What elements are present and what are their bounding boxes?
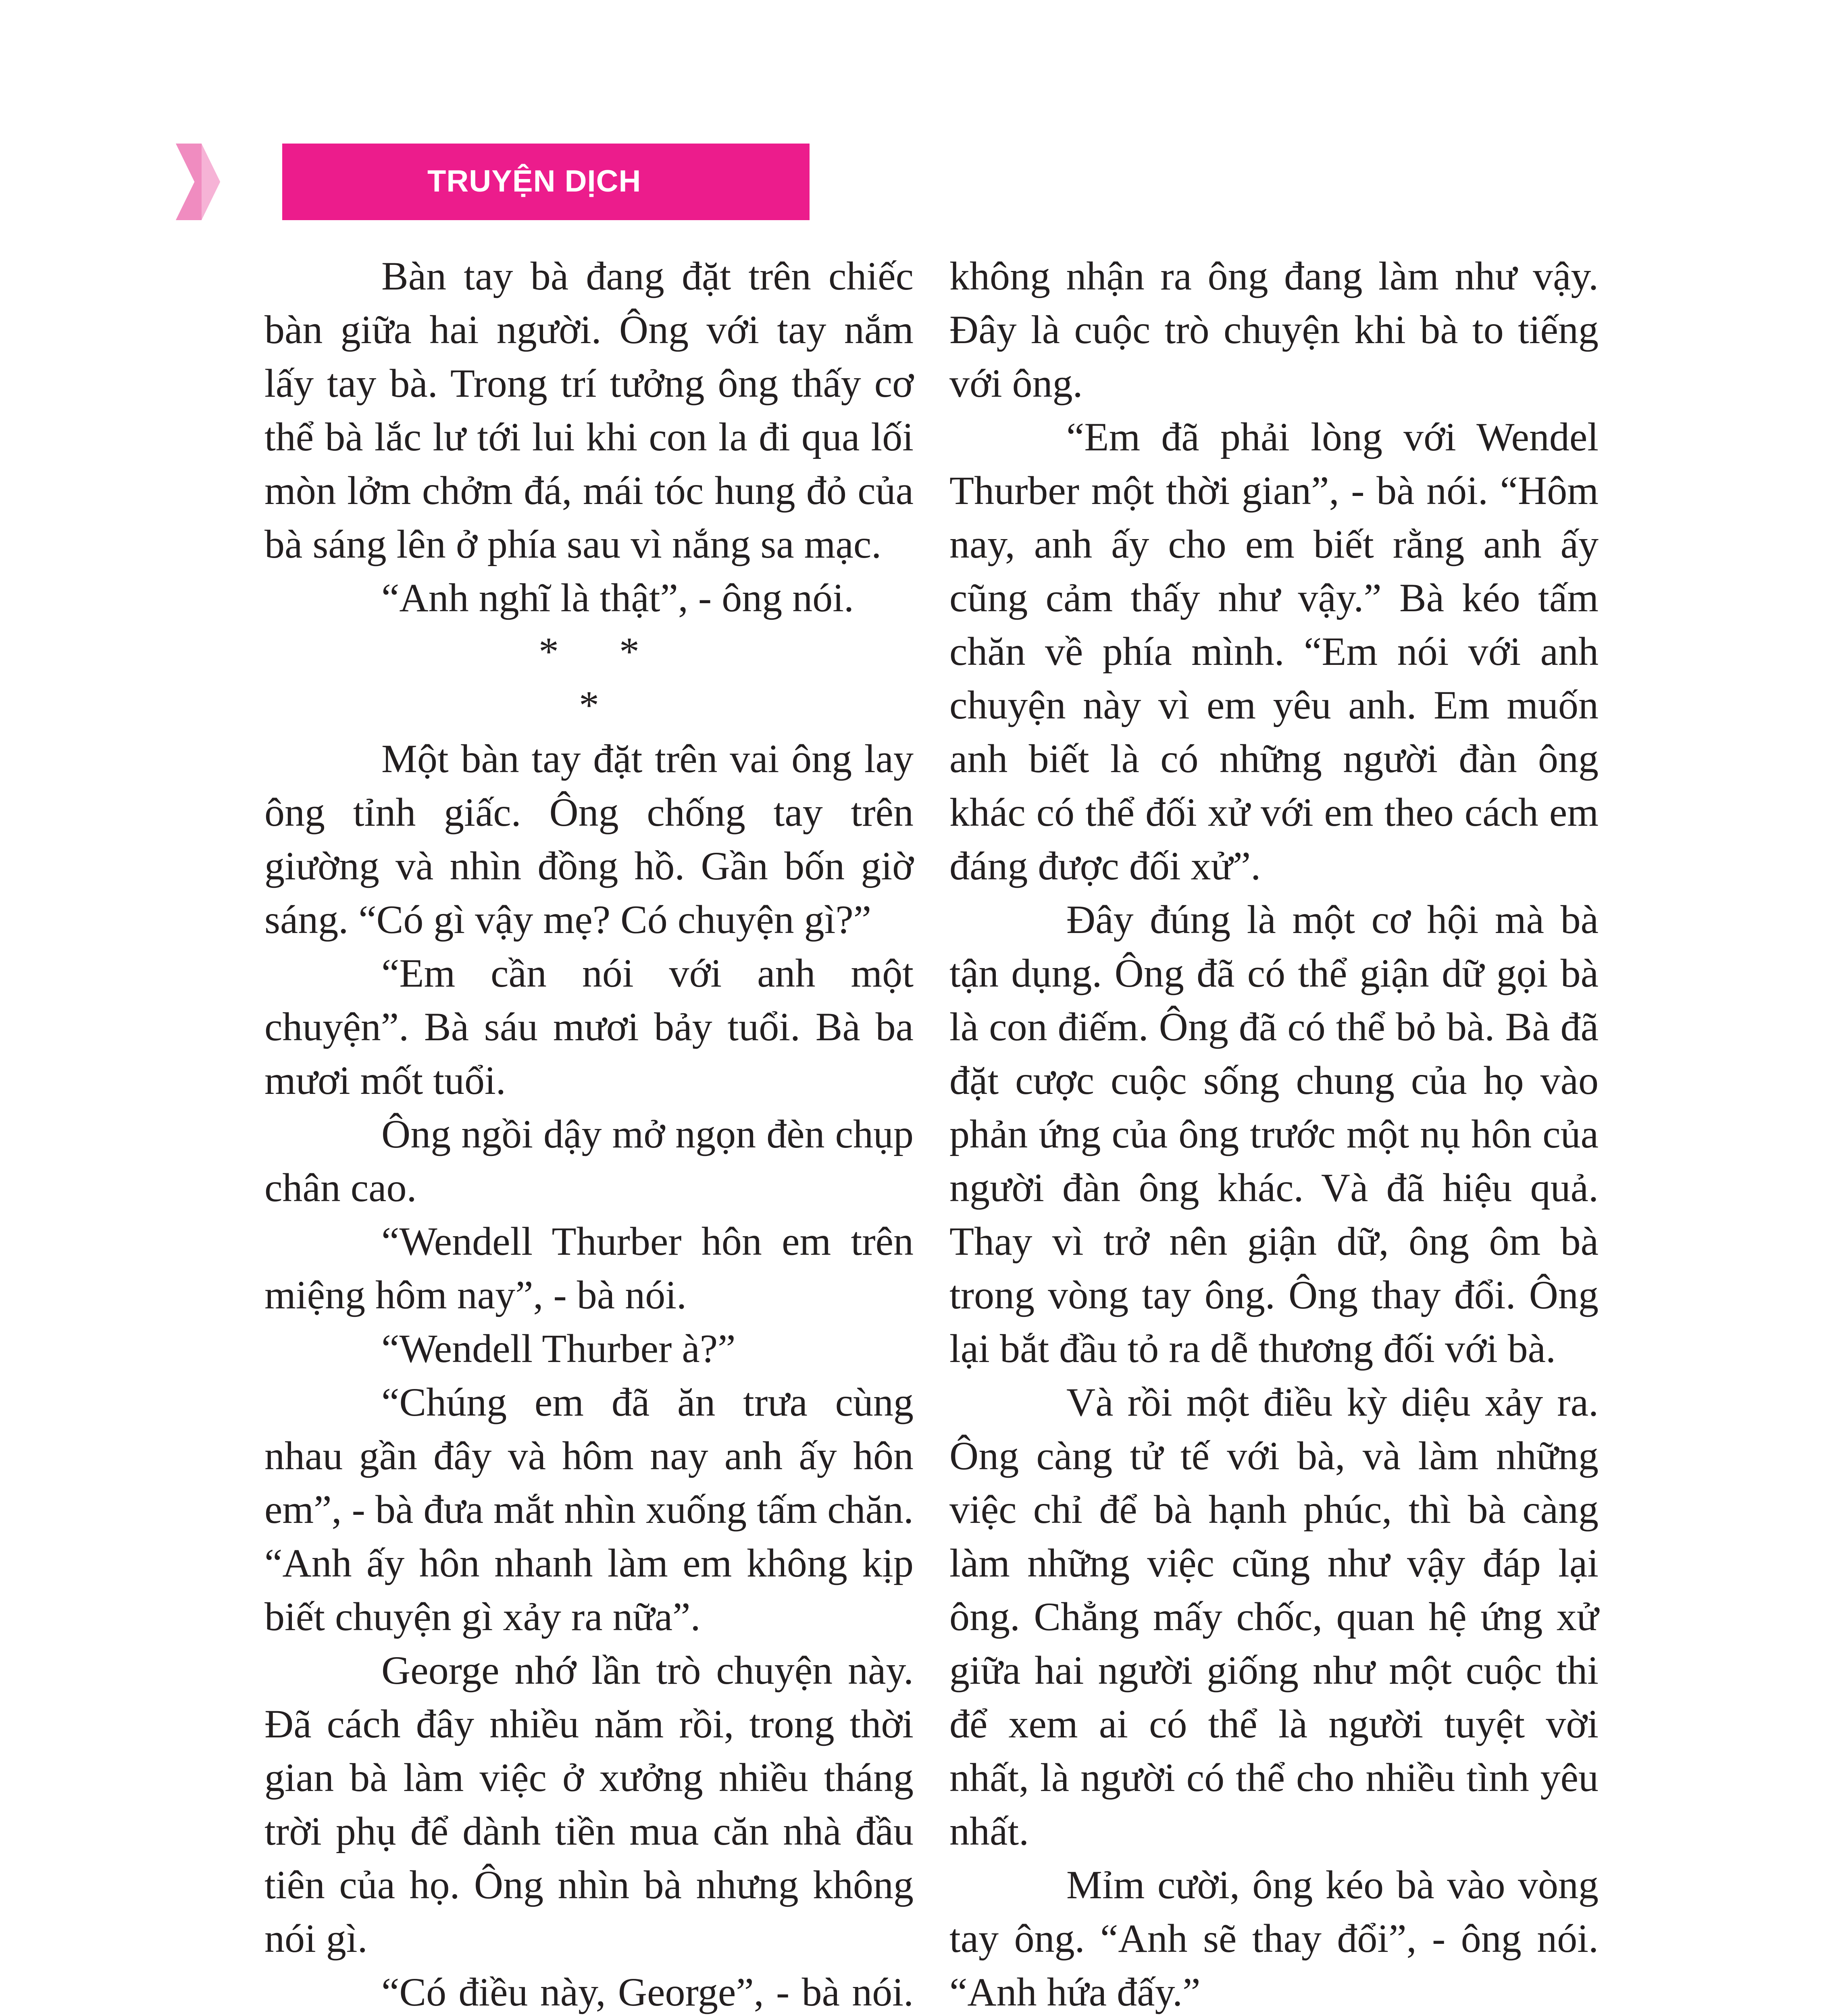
paragraph: “Em cần nói với anh một chuyện”. Bà sáu mươi bảy tuổi. Bà ba mươi mốt tuổi. [264, 951, 914, 1103]
right-column [949, 249, 1599, 2016]
paragraph: “Wendell Thurber hôn em trên miệng hôm nay”, - bà nói. [264, 1219, 914, 1317]
paragraph: Bàn tay bà đang đặt trên chiếc bàn giữa hai người. Ông với tay nắm lấy tay bà. Trong trí tưởng ông thấy cơ thể bà lắc lư tới lui khi con la đi qua lối mòn lởm chởm đá, mái tóc hung đỏ của bà sáng lên ở phía sau vì nắng sa mạc. [264, 254, 914, 566]
paragraph: “Em đã phải lòng với Wendel Thurber một thời gian”, - bà nói. “Hôm nay, anh ấy cho em biết rằng anh ấy cũng cảm thấy như vậy.” Bà kéo tấm chăn về phía mình. “Em nói với anh chuyện này vì em yêu anh. Em muốn anh biết là có những người đàn ông khác có thể đối xử với em theo cách em đáng được đối xử”. [949, 414, 1599, 888]
paragraph: Đây đúng là một cơ hội mà bà tận dụng. Ông đã có thể giận dữ gọi bà là con điếm. Ông đã có thể bỏ bà. Bà đã đặt cược cuộc sống chung của họ vào phản ứng của ông trước một nụ hôn của người đàn ông khác. Và đã hiệu quả. Thay vì trở nên giận dữ, ông ôm bà trong vòng tay ông. Ông thay đổi. Ông lại bắt đầu tỏ ra dễ thương đối với bà. [949, 897, 1599, 1371]
section-label: TRUYỆN DỊCH [427, 164, 641, 198]
paragraph: “Có điều này, George”, - bà nói. [381, 1970, 914, 2014]
paragraph: “Chúng em đã ăn trưa cùng nhau gần đây và hôm nay anh ấy hôn em”, - bà đưa mắt nhìn xuống tấm chăn. “Anh ấy hôn nhanh làm em không kịp biết chuyện gì xảy ra nữa”. [264, 1380, 914, 1639]
paragraph: “Wendell Thurber à?” [381, 1326, 736, 1371]
paragraph: không nhận ra ông đang làm như vậy. Đây là cuộc trò chuyện khi bà to tiếng với ông. [949, 254, 1599, 406]
section-break-star: * [579, 683, 599, 727]
paragraph: Mỉm cười, ông kéo bà vào vòng tay ông. “Anh sẽ thay đổi”, - ông nói. “Anh hứa đấy.” [949, 1862, 1599, 2014]
paragraph: Ông ngồi dậy mở ngọn đèn chụp chân cao. [264, 1112, 914, 1210]
paragraph: George nhớ lần trò chuyện này. Đã cách đây nhiều năm rồi, trong thời gian bà làm việc ở xưởng nhiều tháng trời phụ để dành tiền mua căn nhà đầu tiên của họ. Ông nhìn bà nhưng không nói gì. [264, 1648, 914, 1961]
banner-chevron-icon [176, 144, 293, 220]
paragraph: Một bàn tay đặt trên vai ông lay ông tỉnh giấc. Ông chống tay trên giường và nhìn đồng hồ. Gần bốn giờ sáng. “Có gì vậy mẹ? Có chuyện gì?” [264, 736, 914, 942]
paragraph: Và rồi một điều kỳ diệu xảy ra. Ông càng tử tế với bà, và làm những việc chỉ để bà hạnh phúc, thì bà càng làm những việc cũng như vậy đáp lại ông. Chẳng mấy chốc, quan hệ ứng xử giữa hai người giống như một cuộc thi để xem ai có thể là người tuyệt vời nhất, là người có thể cho nhiều tình yêu nhất. [949, 1380, 1599, 1854]
section-break-stars: * * [539, 629, 639, 674]
paragraph: “Anh nghĩ là thật”, - ông nói. [381, 575, 854, 620]
left-column [264, 249, 914, 2016]
